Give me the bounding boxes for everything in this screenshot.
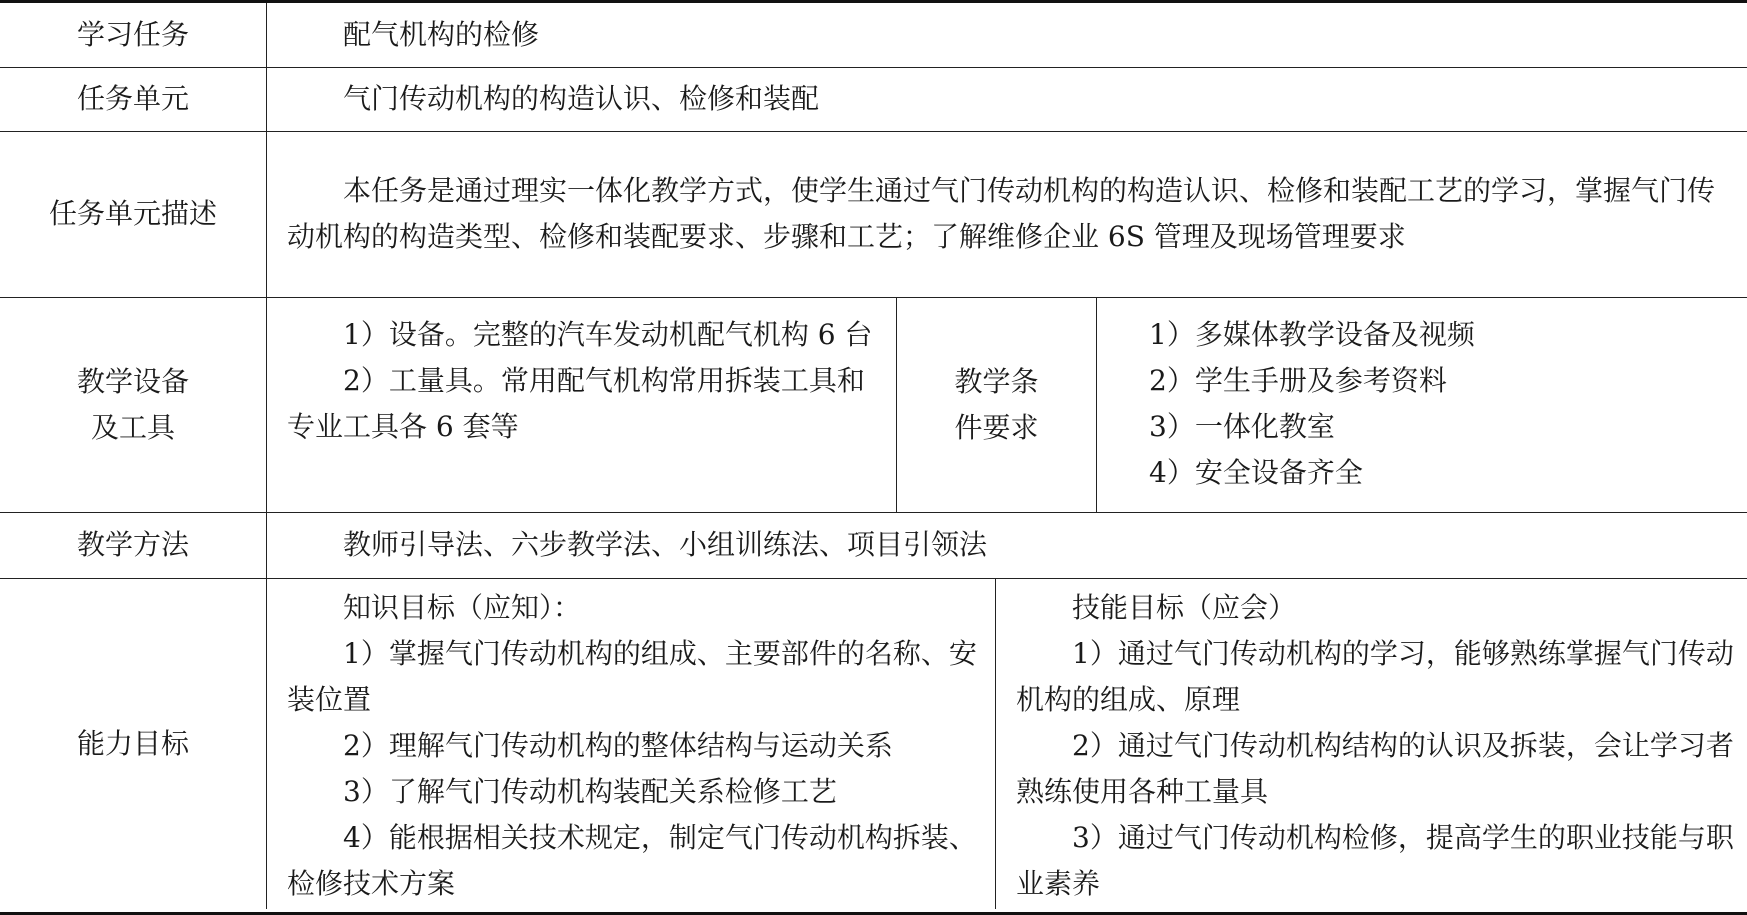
- equipment-grid: [267, 298, 1747, 512]
- row-teaching-method: [0, 512, 1747, 578]
- skill-goals: [996, 579, 1747, 909]
- knowledge-item-4: 4）能根据相关技术规定，制定气门传动机构拆装、检修技术方案: [287, 820, 977, 900]
- condition-item-3: 3）一体化教室: [1149, 409, 1335, 443]
- value-learning-task: 配气机构的检修: [267, 3, 1747, 67]
- value-task-unit: 气门传动机构的构造认识、检修和装配: [267, 67, 1747, 131]
- equipment-list: [267, 298, 897, 512]
- condition-item-1: 1）多媒体教学设备及视频: [1149, 317, 1475, 351]
- label-conditions-line1: 教学条: [954, 364, 1039, 398]
- label-unit-description: 任务单元描述: [0, 131, 267, 297]
- skill-item-3: 3）通过气门传动机构检修，提高学生的职业技能与职业素养: [1016, 820, 1734, 900]
- skill-item-1: 1）通过气门传动机构的学习，能够熟练掌握气门传动机构的组成、原理: [1016, 636, 1734, 716]
- knowledge-item-3: 3）了解气门传动机构装配关系检修工艺: [343, 774, 837, 808]
- label-equipment-line1: 教学设备: [76, 364, 189, 398]
- condition-item-4: 4）安全设备齐全: [1149, 455, 1363, 489]
- conditions-label-cell: [897, 298, 1097, 512]
- skill-title: 技能目标（应会）: [1072, 590, 1297, 624]
- knowledge-item-2: 2）理解气门传动机构的整体结构与运动关系: [343, 728, 893, 762]
- row-unit-description: [0, 131, 1747, 297]
- equipment-item-1: 1）设备。完整的汽车发动机配气机构 6 台: [343, 317, 873, 351]
- knowledge-title: 知识目标（应知）：: [343, 590, 582, 624]
- label-ability-goals: 能力目标: [0, 578, 267, 909]
- ability-grid: [267, 579, 1747, 909]
- label-learning-task: 学习任务: [0, 3, 267, 67]
- task-spec-table: [0, 3, 1747, 909]
- value-teaching-method: 教师引导法、六步教学法、小组训练法、项目引领法: [267, 512, 1747, 578]
- knowledge-item-1: 1）掌握气门传动机构的组成、主要部件的名称、安装位置: [287, 636, 977, 716]
- value-unit-description: 本任务是通过理实一体化教学方式，使学生通过气门传动机构的构造认识、检修和装配工艺的学习，掌握气门传动机构的构造类型、检修和装配要求、步骤和工艺；了解维修企业 6S 管理及现场管理要求: [287, 174, 1716, 253]
- condition-item-2: 2）学生手册及参考资料: [1149, 363, 1447, 397]
- ability-content-cell: [267, 578, 1747, 909]
- row-ability-goals: [0, 578, 1747, 909]
- equipment-item-2: 2）工量具。常用配气机构常用拆装工具和专业工具各 6 套等: [287, 363, 865, 443]
- row-task-unit: [0, 67, 1747, 131]
- label-conditions-line2: 件要求: [954, 410, 1039, 444]
- knowledge-goals: [267, 579, 996, 909]
- row-equipment: [0, 297, 1747, 512]
- skill-item-2: 2）通过气门传动机构结构的认识及拆装，会让学习者熟练使用各种工量具: [1016, 728, 1734, 808]
- row-learning-task: [0, 3, 1747, 67]
- value-unit-description-cell: [267, 131, 1747, 297]
- equipment-content-cell: [267, 297, 1747, 512]
- conditions-list: [1097, 298, 1747, 512]
- label-equipment-cell: [0, 297, 267, 512]
- label-task-unit: 任务单元: [0, 67, 267, 131]
- label-equipment-line2: 及工具: [90, 410, 175, 444]
- label-teaching-method: 教学方法: [0, 512, 267, 578]
